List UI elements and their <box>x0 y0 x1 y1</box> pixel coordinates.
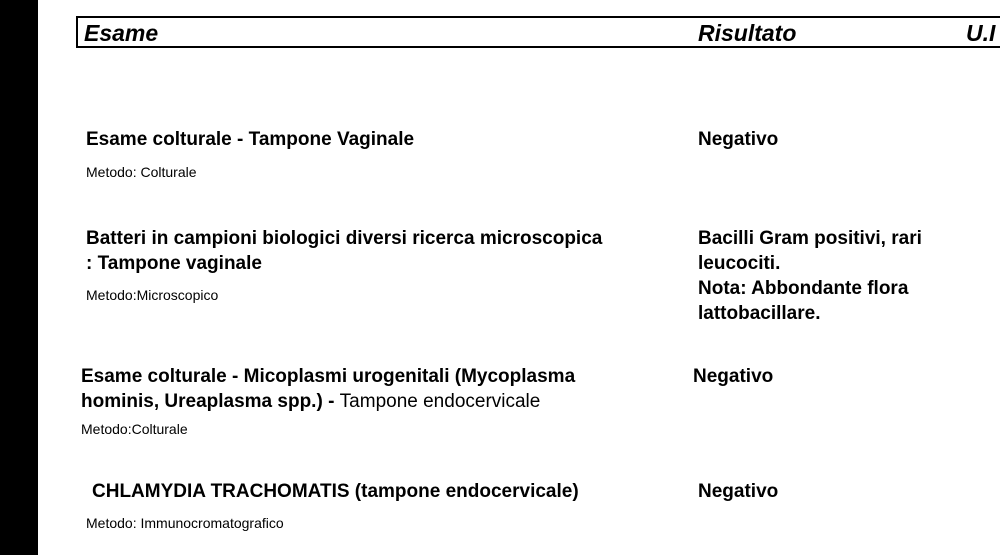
exam-2-title-line-1: Batteri in campioni biologici diversi ricerca microscopica <box>86 228 603 249</box>
exam-2-title <box>86 226 602 276</box>
exam-1-method: Metodo: Colturale <box>86 164 197 180</box>
exam-1-title <box>86 127 414 152</box>
exam-1-result <box>698 127 778 152</box>
exam-2-result-line-3: Nota: Abbondante flora <box>698 278 909 299</box>
exam-3-method: Metodo:Colturale <box>81 421 188 437</box>
header-exam: Esame <box>84 20 159 46</box>
left-black-border <box>0 0 38 555</box>
exam-3-title-suffix: Tampone endocervicale <box>339 391 541 412</box>
header-unit: U.I <box>966 20 996 46</box>
exam-1-title-line-1: Esame colturale - Tampone Vaginale <box>86 129 415 150</box>
exam-2-title-line-2: : Tampone vaginale <box>86 253 262 274</box>
exam-3-result <box>693 364 773 389</box>
header-result: Risultato <box>698 20 797 46</box>
exam-3-title-line-2 <box>81 389 575 414</box>
exam-4-result <box>698 479 778 504</box>
table-header <box>76 16 1000 48</box>
exam-3-title <box>81 364 575 414</box>
exam-4-method: Metodo: Immunocromatografico <box>86 515 284 531</box>
exam-4-result-line-1: Negativo <box>698 481 779 502</box>
exam-2-method: Metodo:Microscopico <box>86 287 219 303</box>
exam-3-result-line-1: Negativo <box>693 366 774 387</box>
exam-2-result-line-4: lattobacillare. <box>698 303 821 324</box>
exam-1-result-line-1: Negativo <box>698 129 779 150</box>
exam-3-title-line-2-bold: hominis, Ureaplasma spp.) - <box>81 391 340 412</box>
exam-2-result <box>698 226 922 326</box>
exam-4-title-line-1: CHLAMYDIA TRACHOMATIS (tampone endocervicale) <box>92 481 579 502</box>
exam-2-result-line-2: leucociti. <box>698 253 781 274</box>
exam-4-title <box>92 479 579 504</box>
exam-2-result-line-1: Bacilli Gram positivi, rari <box>698 228 922 249</box>
exam-3-title-line-1: Esame colturale - Micoplasmi urogenitali (Mycoplasma <box>81 366 576 387</box>
